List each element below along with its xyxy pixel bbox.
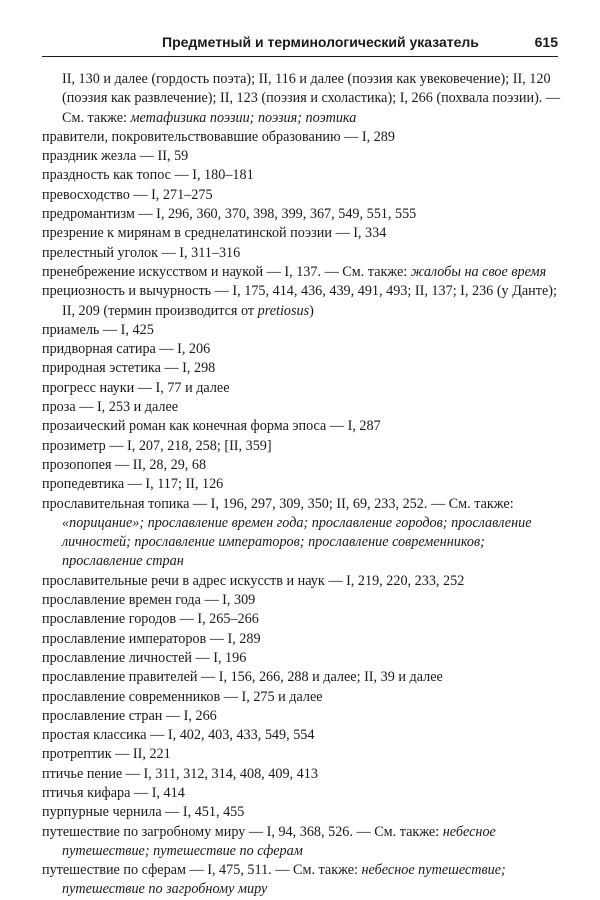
index-entry [42, 572, 562, 591]
cross-reference: «порицание»; прославление времен года; прославление городов; прославление личностей; прославление императоров; прославление современников; прославление стран [62, 514, 532, 570]
header-title: Предметный и терминологический указатель [162, 34, 479, 50]
entry-text: прогресс науки — I, 77 и далее [42, 379, 230, 396]
index-entry [42, 379, 562, 398]
page-number: 615 [534, 34, 558, 50]
entry-text: прозиметр — I, 207, 218, 258; [II, 359] [42, 437, 272, 454]
entry-text: прославление времен года — I, 309 [42, 592, 256, 609]
index-entry [42, 765, 562, 784]
index-entry [42, 244, 562, 263]
index-entry [42, 417, 562, 436]
entry-text: путешествие по загробному миру — I, 94, 368, 526. — См. также: [42, 823, 443, 840]
index-entry [42, 630, 562, 649]
cross-reference: метафизика поэзии; поэзия; поэтика [130, 109, 357, 126]
entry-text: праздник жезла — II, 59 [42, 148, 189, 165]
index-entry [42, 649, 562, 668]
index-entry [42, 147, 562, 166]
entry-text: природная эстетика — I, 298 [42, 360, 216, 377]
index-entry [42, 688, 562, 707]
entry-text: праздность как топос — I, 180–181 [42, 167, 254, 184]
index-entry [42, 205, 562, 224]
entry-text: прославительные речи в адрес искусств и наук — I, 219, 220, 233, 252 [42, 572, 465, 589]
entry-text: птичья кифара — I, 414 [42, 784, 185, 801]
index-entry [42, 70, 562, 128]
entry-text: ) [309, 302, 314, 319]
entry-text: прозопопея — II, 28, 29, 68 [42, 456, 207, 473]
cross-reference: небесное путешествие; путешествие по сферам [62, 823, 496, 859]
entry-text: прославление императоров — I, 289 [42, 630, 261, 647]
entry-text: прославление городов — I, 265–266 [42, 611, 259, 628]
index-entry [42, 668, 562, 687]
entry-text: прославительная топика — I, 196, 297, 309, 350; II, 69, 233, 252. — См. также: [42, 495, 514, 512]
index-entry [42, 726, 562, 745]
entry-text: прелестный уголок — I, 311–316 [42, 244, 241, 261]
entry-text: прославление правителей — I, 156, 266, 288 и далее; II, 39 и далее [42, 669, 443, 686]
index-entry [42, 495, 562, 572]
index-entry [42, 186, 562, 205]
entry-text: презрение к мирянам в среднелатинской поэзии — I, 334 [42, 225, 387, 242]
index-entry [42, 861, 562, 900]
index-entry [42, 224, 562, 243]
running-header [42, 28, 558, 57]
entry-text: прециозность и вычурность — I, 175, 414, 436, 439, 491, 493; II, 137; I, 236 (у Данте); II, 209 (термин производится от [42, 283, 557, 319]
entry-text: пренебрежение искусством и наукой — I, 137. — См. также: [42, 263, 411, 280]
entry-text: пропедевтика — I, 117; II, 126 [42, 476, 224, 493]
entry-text: прославление стран — I, 266 [42, 707, 217, 724]
entry-text: приамель — I, 425 [42, 321, 154, 338]
entry-text: прославление личностей — I, 196 [42, 649, 247, 666]
index-entry [42, 437, 562, 456]
entry-text: II, 130 и далее (гордость поэта); II, 116 и далее (поэзия как увековечение); II, 120 (поэзия как развлечение); II, 123 (поэзия и схоластика); I, 266 (похвала поэзии). — См. также: [62, 71, 561, 126]
index-entry [42, 456, 562, 475]
subject-index-list [42, 70, 562, 900]
index-entry [42, 321, 562, 340]
entry-text: прославление современников — I, 275 и далее [42, 688, 323, 705]
cross-reference: pretiosus [257, 302, 310, 319]
entry-text: птичье пение — I, 311, 312, 314, 408, 409, 413 [42, 765, 318, 782]
index-entry [42, 803, 562, 822]
index-entry [42, 359, 562, 378]
entry-text: пурпурные чернила — I, 451, 455 [42, 804, 245, 821]
entry-text: превосходство — I, 271–275 [42, 186, 213, 203]
entry-text: придворная сатира — I, 206 [42, 341, 211, 358]
index-entry [42, 398, 562, 417]
cross-reference: небесное путешествие; путешествие по загробному миру [62, 862, 506, 898]
entry-text: простая классика — I, 402, 403, 433, 549, 554 [42, 727, 315, 744]
index-entry [42, 128, 562, 147]
entry-text: правители, покровительствовавшие образованию — I, 289 [42, 128, 395, 145]
index-entry [42, 784, 562, 803]
index-entry [42, 610, 562, 629]
entry-text: проза — I, 253 и далее [42, 399, 179, 416]
index-entry [42, 263, 562, 282]
cross-reference: жалобы на свое время [410, 263, 547, 280]
entry-text: прозаический роман как конечная форма эпоса — I, 287 [42, 418, 381, 435]
index-entry [42, 745, 562, 764]
index-entry [42, 475, 562, 494]
index-entry [42, 823, 562, 862]
entry-text: протрептик — II, 221 [42, 746, 171, 763]
index-entry [42, 166, 562, 185]
index-entry [42, 707, 562, 726]
index-entry [42, 282, 562, 321]
entry-text: предромантизм — I, 296, 360, 370, 398, 399, 367, 549, 551, 555 [42, 206, 417, 223]
entry-text: путешествие по сферам — I, 475, 511. — См. также: [42, 862, 362, 879]
index-entry [42, 591, 562, 610]
index-entry [42, 340, 562, 359]
